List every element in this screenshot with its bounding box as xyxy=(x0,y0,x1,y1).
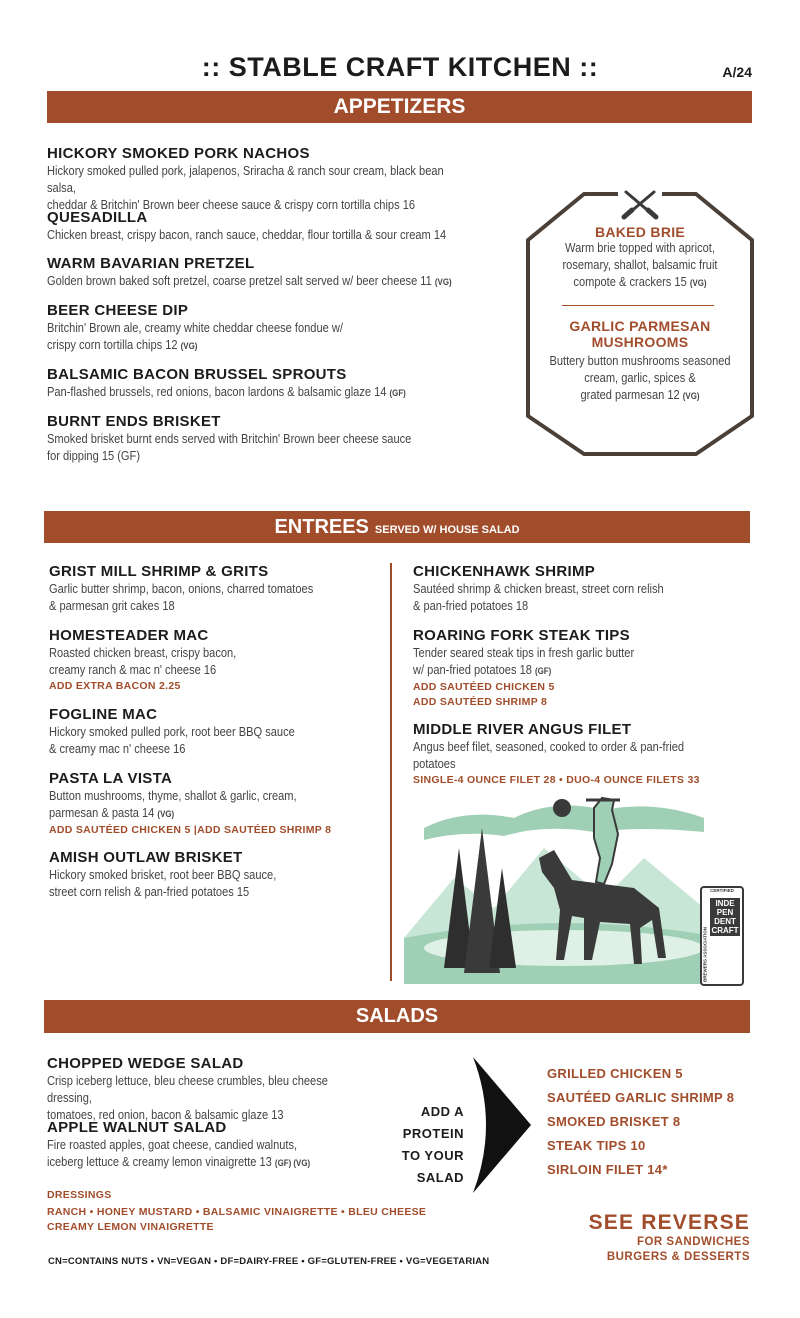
item-desc: tomatoes, red onion, bacon & balsamic glaze 13 xyxy=(47,1108,284,1122)
item-desc xyxy=(47,337,461,355)
item-desc: Roasted chicken breast, crispy bacon, xyxy=(49,646,237,660)
item-addon: ADD SAUTÉED CHICKEN 5 xyxy=(413,681,555,693)
item-desc: Button mushrooms, thyme, shallot & garlic, cream, xyxy=(49,789,297,803)
menu-item xyxy=(413,563,753,615)
see-reverse-title: SEE REVERSE xyxy=(588,1211,750,1234)
badge-certified: CERTIFIED xyxy=(710,888,734,893)
featured-divider xyxy=(562,305,714,306)
badge-line: INDE xyxy=(715,899,735,908)
item-desc xyxy=(49,805,339,823)
menu-item xyxy=(47,1055,417,1124)
item-name: CHICKENHAWK SHRIMP xyxy=(413,563,596,580)
item-name: HICKORY SMOKED PORK NACHOS xyxy=(47,145,310,162)
protein-option: SAUTÉED GARLIC SHRIMP 8 xyxy=(547,1090,735,1105)
desc-text: Golden brown baked soft pretzel, coarse pretzel salt served w/ beer cheese 11 xyxy=(47,274,432,288)
item-desc: for dipping 15 (GF) xyxy=(47,449,141,463)
dressings-block xyxy=(47,1188,467,1235)
featured-desc xyxy=(545,387,735,405)
menu-item xyxy=(49,849,379,901)
item-desc xyxy=(47,384,461,402)
dressings-list: CREAMY LEMON VINAIGRETTE xyxy=(47,1221,214,1233)
crossed-knives-icon xyxy=(618,188,662,220)
item-desc: Hickory smoked pulled pork, root beer BBQ sauce xyxy=(49,725,295,739)
item-name: BEER CHEESE DIP xyxy=(47,302,189,319)
item-desc: Sautéed shrimp & chicken breast, street corn relish xyxy=(413,582,664,596)
item-desc: creamy ranch & mac n' cheese 16 xyxy=(49,663,217,677)
item-desc: Chicken breast, crispy bacon, ranch sauce, cheddar, flour tortilla & sour cream 14 xyxy=(47,228,447,242)
menu-item xyxy=(413,721,758,788)
see-reverse-sub: BURGERS & DESSERTS xyxy=(606,1251,750,1263)
desc-text: compote & crackers 15 xyxy=(573,275,687,289)
badge-text xyxy=(710,898,740,936)
protein-option: STEAK TIPS 10 xyxy=(547,1138,646,1153)
diet-tag: (VG) xyxy=(689,278,707,288)
featured-desc xyxy=(545,274,735,292)
item-name: QUESADILLA xyxy=(47,209,148,226)
item-desc xyxy=(413,662,712,680)
menu-item xyxy=(413,627,753,710)
diet-tag: (VG) xyxy=(157,809,175,819)
featured-desc: rosemary, shallot, balsamic fruit xyxy=(562,258,718,272)
menu-item xyxy=(47,1119,417,1172)
add-protein-line: PROTEIN xyxy=(402,1126,464,1141)
item-name: FOGLINE MAC xyxy=(49,706,158,723)
diet-tag: (GF) xyxy=(389,388,406,398)
see-reverse-sub: FOR SANDWICHES xyxy=(636,1236,750,1248)
item-desc xyxy=(47,1154,373,1172)
featured-box xyxy=(522,188,758,460)
item-name: MIDDLE RIVER ANGUS FILET xyxy=(413,721,632,738)
badge-line: PEN xyxy=(716,908,734,917)
item-desc: & pan-fried potatoes 18 xyxy=(413,599,529,613)
item-desc: Angus beef filet, seasoned, cooked to order & pan-fried potatoes xyxy=(413,740,685,771)
menu-item xyxy=(49,770,379,838)
protein-option: SIRLOIN FILET 14* xyxy=(547,1162,668,1177)
menu-item xyxy=(49,563,379,615)
diet-tag: (VG) xyxy=(434,277,452,287)
menu-item xyxy=(47,302,517,355)
item-desc: Fire roasted apples, goat cheese, candied walnuts, xyxy=(47,1138,298,1152)
diet-tag: (VG) xyxy=(682,391,700,401)
item-desc xyxy=(47,273,461,291)
dressings-list: RANCH • HONEY MUSTARD • BALSAMIC VINAIGRETTE • BLEU CHEESE xyxy=(47,1206,427,1218)
item-desc: Hickory smoked pulled pork, jalapenos, Sriracha & ranch sour cream, black bean salsa, xyxy=(47,164,444,195)
protein-option: GRILLED CHICKEN 5 xyxy=(547,1066,683,1081)
add-protein-label xyxy=(380,1101,464,1189)
add-protein-line: TO YOUR xyxy=(401,1148,464,1163)
item-addon: ADD SAUTÉED CHICKEN 5 |ADD SAUTÉED SHRIMP 8 xyxy=(49,824,332,836)
diet-tag: (GF) xyxy=(534,666,552,676)
dressings-label: DRESSINGS xyxy=(47,1189,112,1201)
item-desc: Hickory smoked brisket, root beer BBQ sauce, xyxy=(49,868,277,882)
item-desc: Crisp iceberg lettuce, bleu cheese crumbles, bleu cheese dressing, xyxy=(47,1074,328,1105)
entrees-heading xyxy=(44,511,750,543)
item-name: CHOPPED WEDGE SALAD xyxy=(47,1055,244,1072)
desc-text: grated parmesan 12 xyxy=(580,388,680,402)
diet-tag: (VG) xyxy=(180,341,198,351)
item-name: GRIST MILL SHRIMP & GRITS xyxy=(49,563,269,580)
desc-text: iceberg lettuce & creamy lemon vinaigrette 13 xyxy=(47,1155,272,1169)
cowboy-horse-illustration xyxy=(404,788,724,984)
badge-line: CRAFT xyxy=(711,926,739,935)
item-name: ROARING FORK STEAK TIPS xyxy=(413,627,630,644)
appetizers-heading: APPETIZERS xyxy=(47,91,752,123)
item-desc: Tender seared steak tips in fresh garlic butter xyxy=(413,646,635,660)
diet-tag: (GF) (VG) xyxy=(274,1158,311,1168)
item-addon: SINGLE-4 OUNCE FILET 28 • DUO-4 OUNCE FILETS 33 xyxy=(413,774,700,786)
featured-name: BAKED BRIE xyxy=(594,224,686,240)
menu-item xyxy=(47,209,517,244)
menu-code: A/24 xyxy=(722,64,752,80)
entrees-title: ENTREES xyxy=(274,516,369,538)
item-name: PASTA LA VISTA xyxy=(49,770,173,787)
add-protein-line: ADD A xyxy=(420,1104,464,1119)
item-name: HOMESTEADER MAC xyxy=(49,627,209,644)
item-name: AMISH OUTLAW BRISKET xyxy=(49,849,243,866)
badge-line: DENT xyxy=(714,917,736,926)
desc-text: parmesan & pasta 14 xyxy=(49,806,155,820)
protein-option: SMOKED BRISKET 8 xyxy=(547,1114,681,1129)
menu-item xyxy=(47,413,517,465)
protein-list xyxy=(547,1062,767,1182)
desc-text: Pan-flashed brussels, red onions, bacon lardons & balsamic glaze 14 xyxy=(47,385,387,399)
menu-item xyxy=(47,255,517,291)
featured-desc: cream, garlic, spices & xyxy=(584,371,696,385)
add-protein-line: SALAD xyxy=(416,1170,464,1185)
salads-heading: SALADS xyxy=(44,1000,750,1033)
menu-item xyxy=(47,366,517,402)
desc-text: w/ pan-fried potatoes 18 xyxy=(413,663,532,677)
item-name: WARM BAVARIAN PRETZEL xyxy=(47,255,255,272)
menu-item xyxy=(49,627,379,694)
featured-desc: Warm brie topped with apricot, xyxy=(565,241,715,255)
item-desc: & creamy mac n' cheese 16 xyxy=(49,742,186,756)
item-name: APPLE WALNUT SALAD xyxy=(47,1119,227,1136)
item-desc: Smoked brisket burnt ends served with Britchin' Brown beer cheese sauce xyxy=(47,432,412,446)
item-addon: ADD EXTRA BACON 2.25 xyxy=(49,680,181,692)
column-divider xyxy=(390,563,392,981)
arrow-icon xyxy=(471,1055,533,1195)
item-desc: cheddar & Britchin' Brown beer cheese sauce & crispy corn tortilla chips 16 xyxy=(47,198,416,212)
item-desc: Garlic butter shrimp, bacon, onions, charred tomatoes xyxy=(49,582,314,596)
item-name: BALSAMIC BACON BRUSSEL SPROUTS xyxy=(47,366,347,383)
item-desc: street corn relish & pan-fried potatoes 15 xyxy=(49,885,250,899)
featured-item xyxy=(532,224,748,292)
featured-name: GARLIC PARMESAN xyxy=(569,318,711,334)
featured-item xyxy=(532,318,748,405)
item-desc: & parmesan grit cakes 18 xyxy=(49,599,175,613)
menu-item xyxy=(47,145,517,214)
menu-title: :: STABLE CRAFT KITCHEN :: xyxy=(201,52,599,82)
see-reverse-block xyxy=(589,1211,750,1265)
featured-name: MUSHROOMS xyxy=(591,334,689,350)
desc-text: crispy corn tortilla chips 12 xyxy=(47,338,178,352)
item-desc: Britchin' Brown ale, creamy white cheddar cheese fondue w/ xyxy=(47,321,343,335)
menu-item xyxy=(49,706,379,758)
independent-craft-badge xyxy=(700,886,742,984)
diet-legend: CN=CONTAINS NUTS • VN=VEGAN • DF=DAIRY-FREE • GF=GLUTEN-FREE • VG=VEGETARIAN xyxy=(48,1256,490,1267)
item-addon: ADD SAUTÉED SHRIMP 8 xyxy=(413,696,548,708)
badge-assoc: BREWERS ASSOCIATION xyxy=(702,927,708,983)
featured-desc: Buttery button mushrooms seasoned xyxy=(549,354,731,368)
item-name: BURNT ENDS BRISKET xyxy=(47,413,221,430)
entrees-subtitle: SERVED W/ HOUSE SALAD xyxy=(374,524,520,536)
